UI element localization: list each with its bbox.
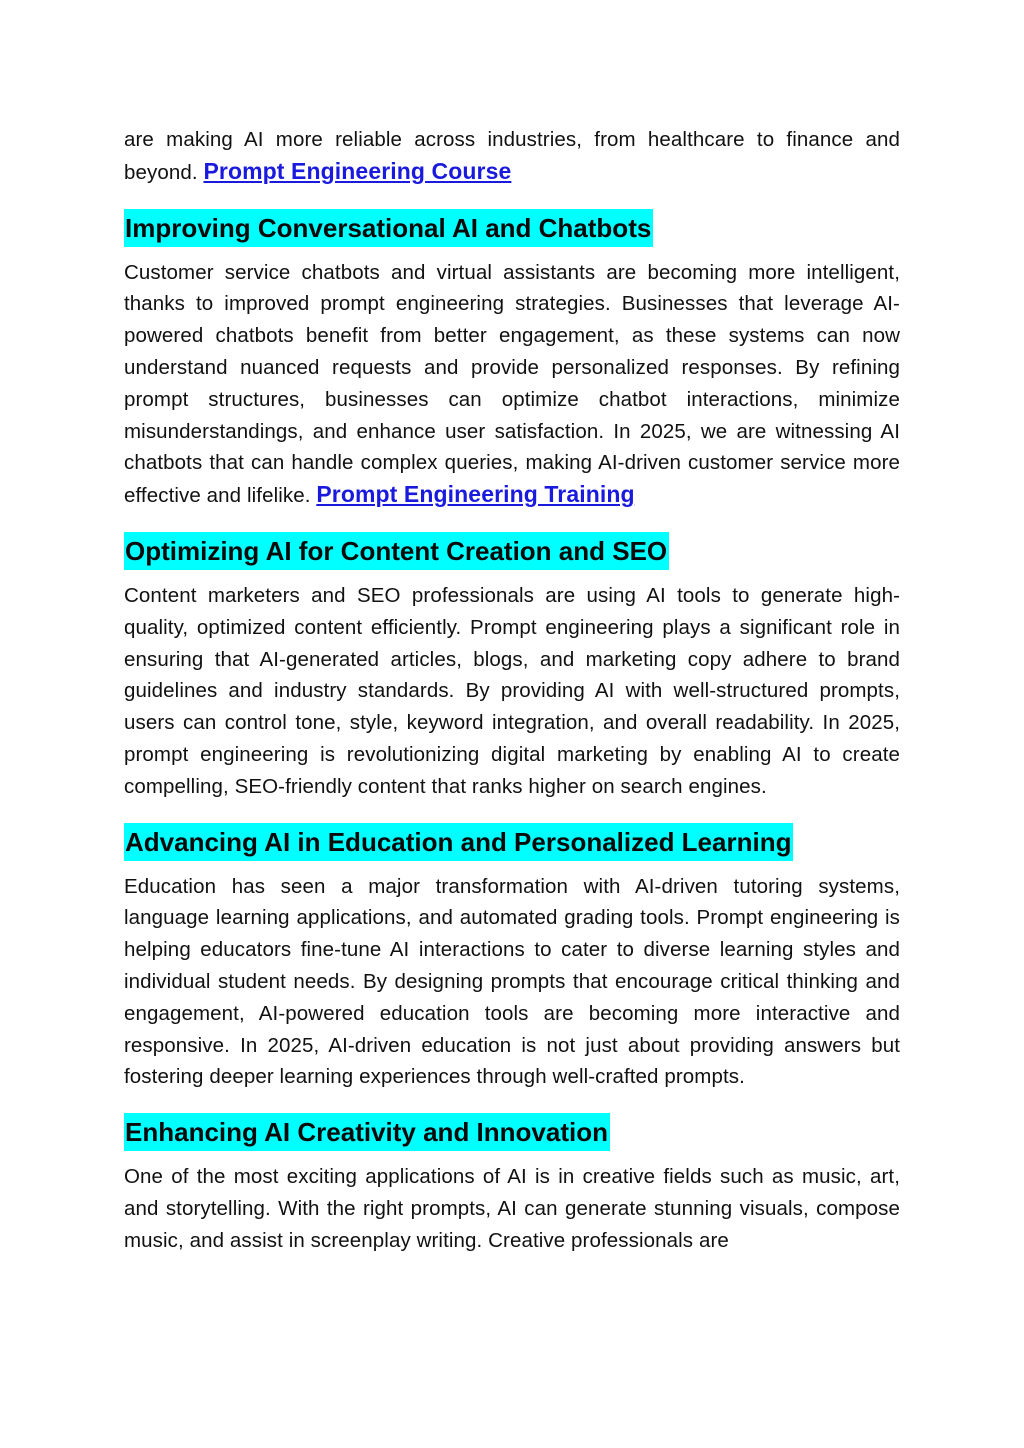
intro-paragraph [124, 124, 900, 189]
document-page [124, 124, 900, 1257]
prompt-engineering-course-link[interactable]: Prompt Engineering Course [203, 157, 512, 184]
section-2-heading-wrap [124, 532, 900, 570]
section-body: One of the most exciting applications of AI is in creative fields such as music, art, and storytelling. With the right prompts, AI can generate stunning visuals, compose music, and assist in screenplay writing. Creative professionals are [124, 1165, 900, 1252]
section-heading: Advancing AI in Education and Personalized Learning [124, 823, 793, 861]
section-heading: Improving Conversational AI and Chatbots [124, 209, 653, 247]
section-4-paragraph [124, 1161, 900, 1256]
section-3-paragraph [124, 871, 900, 1094]
section-2-paragraph [124, 580, 900, 803]
section-heading: Enhancing AI Creativity and Innovation [124, 1113, 610, 1151]
section-3-heading-wrap [124, 823, 900, 861]
section-body: Content marketers and SEO professionals are using AI tools to generate high-quality, optimized content efficiently. Prompt engineering plays a significant role in ensuring that AI-generated articles, blogs, and marketing copy adhere to brand guidelines and industry standards. By providing AI with well-structured prompts, users can control tone, style, keyword integration, and overall readability. In 2025, prompt engineering is revolutionizing digital marketing by enabling AI to create compelling, SEO-friendly content that ranks higher on search engines. [124, 583, 900, 798]
section-4-heading-wrap [124, 1113, 900, 1151]
section-heading: Optimizing AI for Content Creation and SEO [124, 532, 669, 570]
section-body: Education has seen a major transformation with AI-driven tutoring systems, language learning applications, and automated grading tools. Prompt engineering is helping educators fine-tune AI interactions to cater to diverse learning styles and individual student needs. By designing prompts that encourage critical thinking and engagement, AI-powered education tools are becoming more interactive and responsive. In 2025, AI-driven education is not just about providing answers but fostering deeper learning experiences through well-crafted prompts. [124, 874, 900, 1089]
intro-text: are making AI more reliable across industries, from healthcare to finance and beyond. [124, 128, 900, 184]
section-1-paragraph [124, 257, 900, 512]
section-body: Customer service chatbots and virtual assistants are becoming more intelligent, thanks to improved prompt engineering strategies. Businesses that leverage AI-powered chatbots benefit from better engagement, as these systems can now understand nuanced requests and provide personalized responses. By refining prompt structures, businesses can optimize chatbot interactions, minimize misunderstandings, and enhance user satisfaction. In 2025, we are witnessing AI chatbots that can handle complex queries, making AI-driven customer service more effective and lifelike. [124, 260, 900, 508]
section-1-heading-wrap [124, 209, 900, 247]
prompt-engineering-training-link[interactable]: Prompt Engineering Training [316, 481, 635, 508]
